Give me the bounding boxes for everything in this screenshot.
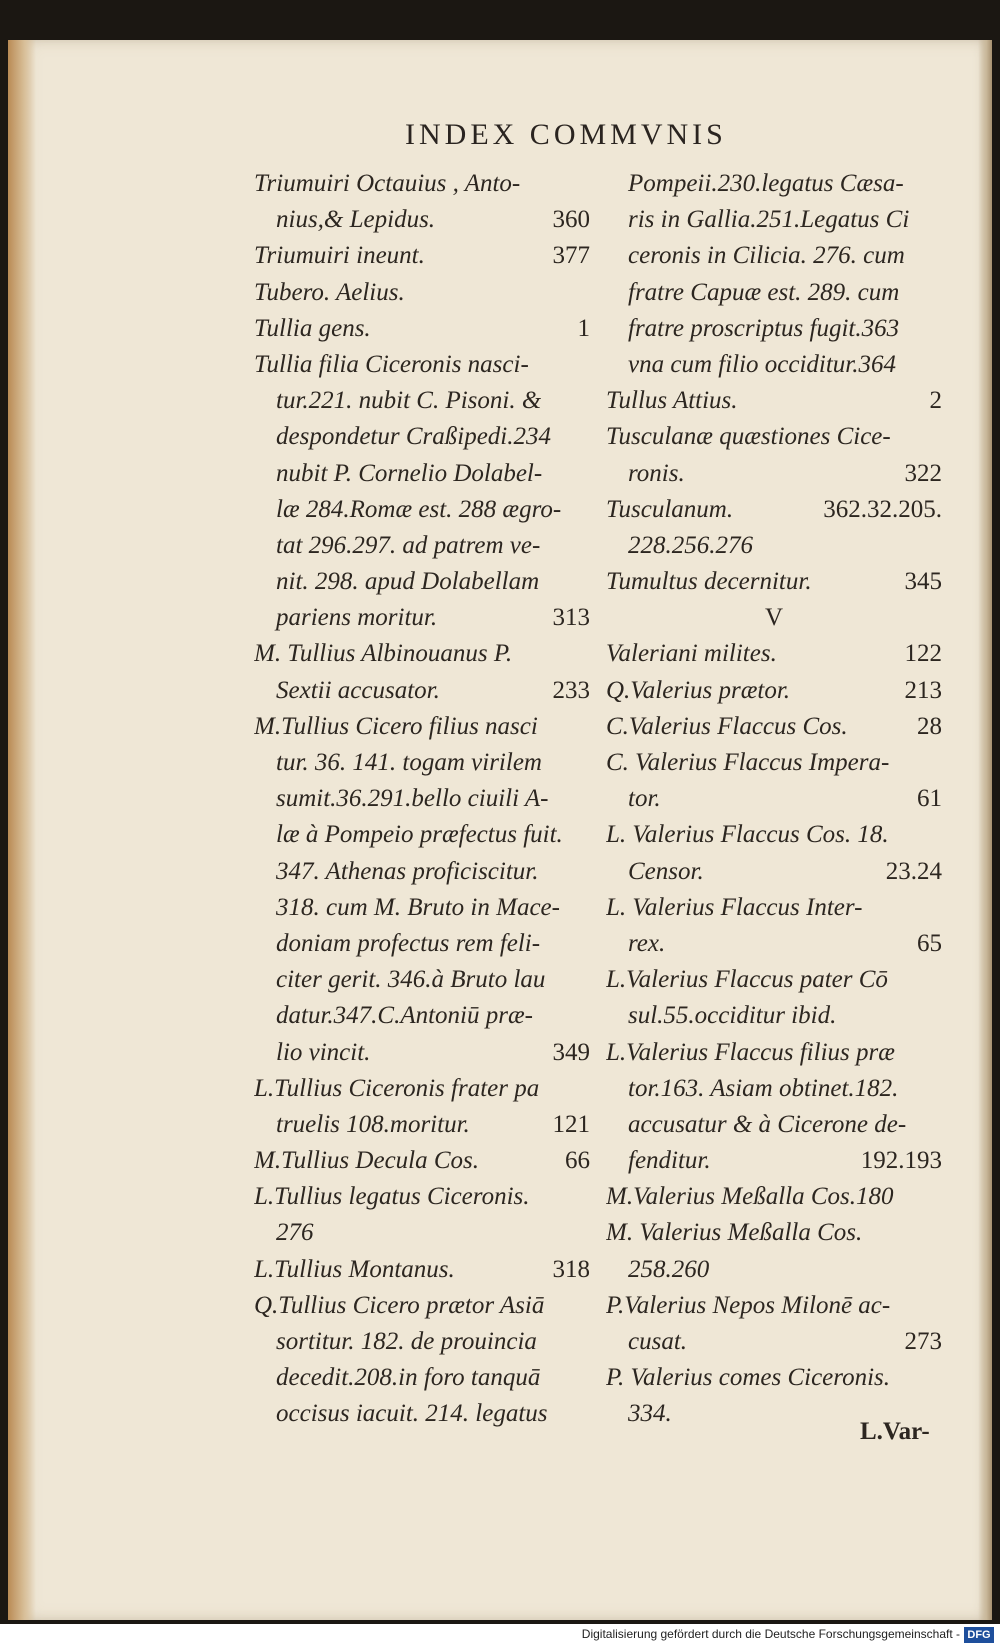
index-entry-line <box>606 347 942 383</box>
entry-text: L.Tullius Montanus. <box>254 1255 455 1283</box>
entry-text: 276 <box>276 1219 314 1247</box>
index-entry-line <box>606 1215 942 1251</box>
entry-text: 334. <box>628 1400 672 1428</box>
index-entry-line <box>606 998 942 1034</box>
entry-text: Pompeii.230.legatus Cæsa- <box>628 170 904 197</box>
index-entry-line <box>254 1324 590 1360</box>
entry-text: tat 296.297. ad patrem ve- <box>276 531 541 559</box>
index-entry-line <box>254 202 590 238</box>
index-entry-line <box>606 311 942 347</box>
entry-text: V <box>764 604 784 632</box>
index-entry-line <box>254 817 590 853</box>
entry-text: datur.347.C.Antoniū præ- <box>276 1002 533 1030</box>
index-entry-line <box>254 1215 590 1251</box>
index-entry-line <box>254 238 590 274</box>
entry-text: 228.256.276 <box>628 531 753 559</box>
index-entry-line <box>606 1324 942 1360</box>
index-entry-line <box>606 1035 942 1071</box>
index-entry-line <box>254 890 590 926</box>
running-header: INDEX COMMVNIS <box>405 118 727 151</box>
entry-text: L.Valerius Flaccus pater Cō <box>606 966 888 994</box>
index-entry-line <box>254 1396 590 1432</box>
entry-text: læ à Pompeio præfectus fuit. <box>276 821 563 849</box>
entry-text: Tullus Attius. <box>606 387 738 415</box>
index-entry-line <box>606 166 942 202</box>
entry-page-number: 65 <box>917 929 942 957</box>
index-entry-line <box>606 275 942 311</box>
index-entry-line <box>606 673 942 709</box>
index-entry-line <box>254 1107 590 1143</box>
index-entry-line <box>606 1107 942 1143</box>
index-entry-line <box>254 1071 590 1107</box>
entry-text: tor. <box>628 785 661 813</box>
entry-text: fratre proscriptus fugit.363 <box>628 314 900 342</box>
index-entry-line <box>254 419 590 455</box>
entry-text: citer gerit. 346.à Bruto lau <box>276 966 546 994</box>
entry-text: rex. <box>628 929 666 957</box>
entry-text: occisus iacuit. 214. legatus <box>276 1400 548 1428</box>
entry-text: L.Tullius Ciceronis frater pa <box>254 1074 540 1102</box>
entry-text: sumit.36.291.bello ciuili A- <box>276 785 549 813</box>
entry-text: Censor. <box>628 857 704 885</box>
index-entry-line <box>606 709 942 745</box>
entry-page-number: 345 <box>904 568 942 596</box>
entry-text: M.Valerius Meßalla Cos.180 <box>606 1183 894 1211</box>
entry-text: 258.260 <box>628 1255 710 1283</box>
index-entry-line <box>254 854 590 890</box>
entry-text: C. Valerius Flaccus Impera- <box>606 749 890 776</box>
index-entry-line <box>606 781 942 817</box>
index-entry-line <box>606 1179 942 1215</box>
entry-page-number: 23.24 <box>885 857 942 885</box>
entry-text: Valeriani milites. <box>606 640 777 668</box>
index-entry-line <box>254 311 590 347</box>
entry-page-number: 28 <box>917 712 942 740</box>
entry-text: M. Tullius Albinouanus P. <box>254 640 513 668</box>
entry-page-number: 313 <box>552 604 590 632</box>
index-column-right <box>606 166 942 1433</box>
index-entry-line <box>254 1360 590 1396</box>
index-entry-line <box>606 202 942 238</box>
entry-page-number: 66 <box>565 1147 590 1175</box>
index-entry-line <box>254 383 590 419</box>
entry-text: Sextii accusator. <box>276 676 440 704</box>
entry-text: nit. 298. apud Dolabellam <box>276 568 540 596</box>
entry-page-number: 360 <box>552 206 590 234</box>
index-entry-line <box>606 419 942 455</box>
entry-text: L. Valerius Flaccus Cos. 18. <box>606 821 889 849</box>
book-gutter <box>8 40 36 1620</box>
entry-page-number: 362.32.205. <box>823 495 942 523</box>
index-entry-line <box>606 1252 942 1288</box>
entry-text: 318. cum M. Bruto in Mace- <box>276 893 560 921</box>
entry-text: C.Valerius Flaccus Cos. <box>606 712 848 740</box>
entry-text: vna cum filio occiditur.364 <box>628 350 897 378</box>
entry-text: sortitur. 182. de prouincia <box>276 1328 537 1355</box>
page-edge <box>978 40 992 1620</box>
entry-text: Tumultus decernitur. <box>606 568 812 596</box>
index-entry-line <box>606 528 942 564</box>
index-entry-line <box>606 1071 942 1107</box>
index-entry-line <box>606 492 942 528</box>
index-entry-line <box>254 781 590 817</box>
index-entry-line <box>606 854 942 890</box>
index-entry-line <box>254 998 590 1034</box>
index-entry-line <box>606 600 942 636</box>
entry-text: L.Valerius Flaccus filius præ <box>606 1038 895 1066</box>
index-entry-line <box>606 636 942 672</box>
index-entry-line <box>254 709 590 745</box>
entry-page-number: 322 <box>904 459 942 487</box>
index-entry-line <box>254 347 590 383</box>
entry-text: P.Valerius Nepos Milonē ac- <box>606 1291 891 1319</box>
entry-text: Q.Tullius Cicero prætor Asiā <box>254 1291 545 1319</box>
entry-text: P. Valerius comes Ciceronis. <box>606 1364 891 1392</box>
index-entry-line <box>254 745 590 781</box>
entry-text: L.Tullius legatus Ciceronis. <box>254 1183 530 1211</box>
entry-text: tur. 36. 141. togam virilem <box>276 749 542 776</box>
footer-credit: Digitalisierung gefördert durch die Deutsche Forschungsgemeinschaft - <box>581 1627 960 1641</box>
entry-page-number: 122 <box>904 640 942 668</box>
entry-text: nubit P. Cornelio Dolabel- <box>276 459 543 487</box>
index-entry-line <box>254 636 590 672</box>
index-entry-line <box>606 1360 942 1396</box>
entry-page-number: 1 <box>577 314 590 342</box>
index-entry-line <box>606 383 942 419</box>
entry-page-number: 233 <box>552 676 590 704</box>
index-entry-line <box>254 926 590 962</box>
entry-page-number: 213 <box>904 676 942 704</box>
entry-text: cusat. <box>628 1328 688 1355</box>
dfg-logo-icon: DFG <box>964 1627 994 1643</box>
entry-text: ronis. <box>628 459 685 487</box>
entry-text: Tubero. Aelius. <box>254 278 405 306</box>
entry-text: L. Valerius Flaccus Inter- <box>606 893 863 921</box>
entry-page-number: 61 <box>917 785 942 813</box>
entry-text: doniam profectus rem feli- <box>276 929 541 957</box>
index-entry-line <box>606 745 942 781</box>
entry-page-number: 273 <box>904 1328 942 1355</box>
index-entry-line <box>254 456 590 492</box>
entry-text: lio vincit. <box>276 1038 371 1066</box>
index-entry-line <box>254 492 590 528</box>
index-entry-line <box>254 600 590 636</box>
entry-text: M. Valerius Meßalla Cos. <box>606 1219 863 1247</box>
index-entry-line <box>606 926 942 962</box>
entry-page-number: 2 <box>929 387 942 415</box>
index-entry-line <box>606 817 942 853</box>
entry-text: Tullia filia Ciceronis nasci- <box>254 350 529 378</box>
entry-text: Triumuiri ineunt. <box>254 242 425 270</box>
entry-text: decedit.208.in foro tanquā <box>276 1364 541 1392</box>
entry-text: truelis 108.moritur. <box>276 1110 470 1138</box>
entry-text: Q.Valerius prætor. <box>606 676 791 704</box>
index-entry-line <box>254 275 590 311</box>
index-entry-line <box>606 456 942 492</box>
index-entry-line <box>254 1143 590 1179</box>
entry-text: Tusculanæ quæstiones Cice- <box>606 423 891 451</box>
entry-text: accusatur & à Cicerone de- <box>628 1110 907 1138</box>
entry-text: tur.221. nubit C. Pisoni. & <box>276 387 542 415</box>
entry-text: M.Tullius Cicero filius nasci <box>254 712 538 740</box>
entry-text: pariens moritur. <box>276 604 438 632</box>
index-column-left <box>254 166 590 1433</box>
entry-text: M.Tullius Decula Cos. <box>254 1147 480 1175</box>
index-entry-line <box>606 962 942 998</box>
index-entry-line <box>254 673 590 709</box>
index-entry-line <box>254 166 590 202</box>
entry-text: despondetur Craßipedi.234 <box>276 423 551 451</box>
entry-text: læ 284.Romæ est. 288 ægro- <box>276 495 562 523</box>
entry-text: 347. Athenas proficiscitur. <box>276 857 539 885</box>
index-entry-line <box>254 1179 590 1215</box>
entry-page-number: 349 <box>552 1038 590 1066</box>
entry-page-number: 377 <box>552 242 590 270</box>
entry-text: Triumuiri Octauius , Anto- <box>254 170 521 197</box>
entry-page-number: 121 <box>552 1110 590 1138</box>
index-entry-line <box>606 1288 942 1324</box>
entry-text: fratre Capuæ est. 289. cum <box>628 278 900 306</box>
index-entry-line <box>254 528 590 564</box>
index-entry-line <box>254 564 590 600</box>
entry-text: fenditur. <box>628 1147 711 1175</box>
entry-text: ceronis in Cilicia. 276. cum <box>628 242 905 270</box>
index-entry-line <box>254 962 590 998</box>
entry-text: Tullia gens. <box>254 314 371 342</box>
index-entry-line <box>254 1252 590 1288</box>
index-entry-line <box>254 1288 590 1324</box>
entry-text: tor.163. Asiam obtinet.182. <box>628 1074 899 1102</box>
entry-page-number: 192.193 <box>860 1147 942 1175</box>
entry-text: sul.55.occiditur ibid. <box>628 1002 837 1030</box>
index-entry-line <box>606 890 942 926</box>
entry-text: ris in Gallia.251.Legatus Ci <box>628 206 910 234</box>
index-entry-line <box>606 238 942 274</box>
entry-text: nius,& Lepidus. <box>276 206 436 234</box>
index-entry-line <box>606 564 942 600</box>
catchword: L.Var- <box>860 1418 930 1445</box>
entry-text: Tusculanum. <box>606 495 734 523</box>
index-entry-line <box>606 1143 942 1179</box>
index-entry-line <box>254 1035 590 1071</box>
entry-page-number: 318 <box>552 1255 590 1283</box>
